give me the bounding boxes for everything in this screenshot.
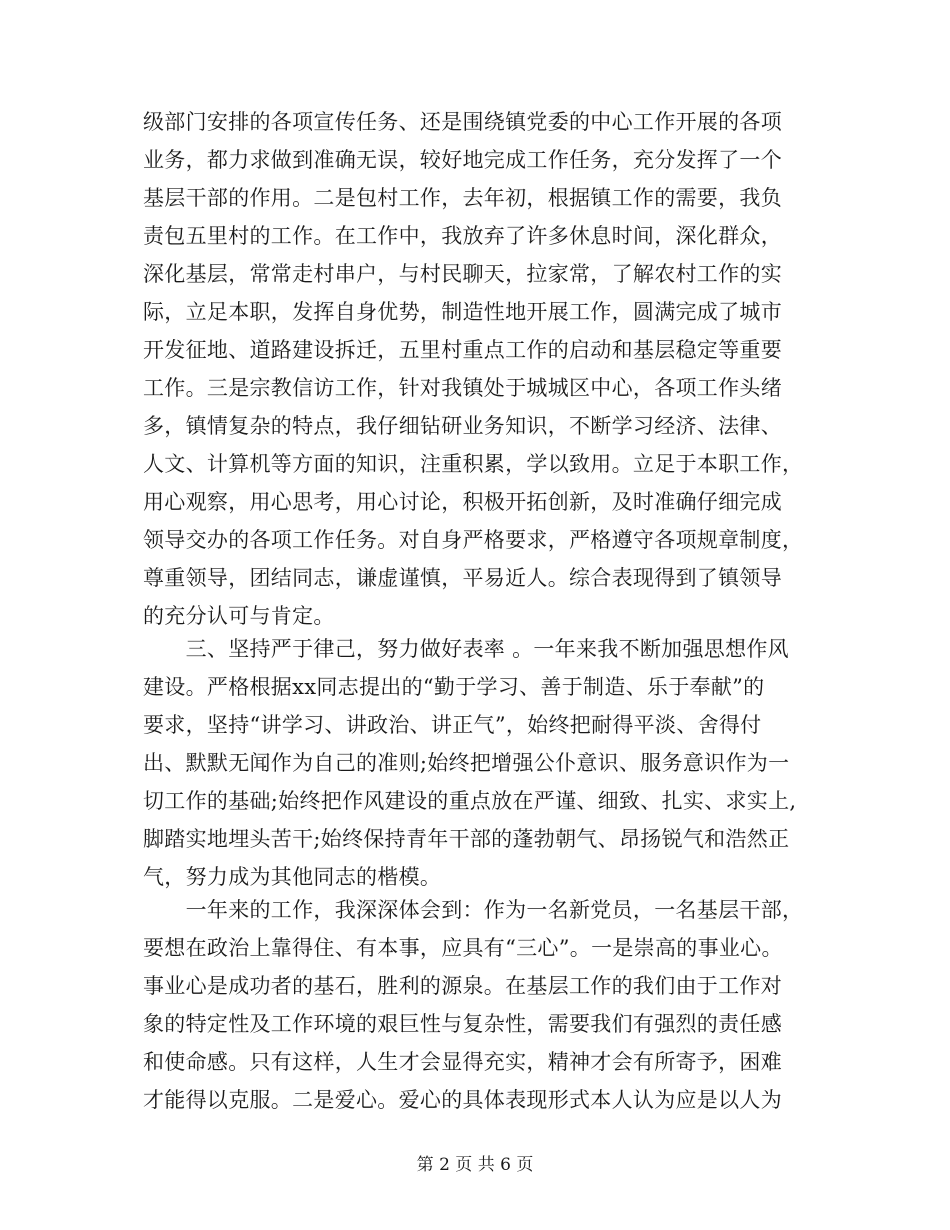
- text-line: 气，努力成为其他同志的楷模。: [143, 865, 442, 889]
- text-line: 责包五里村的工作。在工作中，我放弃了许多休息时间，深化群众，: [143, 224, 782, 248]
- text-line: 业务，都力求做到准确无误，较好地完成工作任务，充分发挥了一个: [143, 148, 782, 172]
- text-line: 工作。三是宗教信访工作，针对我镇处于城城区中心，各项工作头绪: [143, 376, 782, 400]
- text-line: 切工作的基础;始终把作风建设的重点放在严谨、细致、扎实、求实上,: [143, 789, 797, 813]
- text-line: 人文、计算机等方面的知识，注重积累，学以致用。立足于本职工作，: [143, 452, 804, 476]
- text-line: 象的特定性及工作环境的艰巨性与复杂性，需要我们有强烈的责任感: [143, 1012, 782, 1036]
- text-line: 脚踏实地埋头苦干;始终保持青年干部的蓬勃朝气、昂扬锐气和浩然正: [143, 827, 790, 851]
- text-line: 三、坚持严于律己，努力做好表率 。一年来我不断加强思想作风: [143, 637, 789, 661]
- text-line: 尊重领导，团结同志，谦虚谨慎，平易近人。综合表现得到了镇领导: [143, 566, 782, 590]
- text-line: 的充分认可与肯定。: [143, 604, 335, 628]
- text-line: 事业心是成功者的基石，胜利的源泉。在基层工作的我们由于工作对: [143, 974, 782, 998]
- text-line: 才能得以克服。二是爱心。爱心的具体表现形式本人认为应是以人为: [143, 1088, 782, 1112]
- text-line: 基层干部的作用。二是包村工作，去年初，根据镇工作的需要，我负: [143, 186, 782, 210]
- text-line: 多，镇情复杂的特点，我仔细钻研业务知识，不断学习经济、法律、: [143, 414, 782, 438]
- text-line: 和使命感。只有这样，人生才会显得充实，精神才会有所寄予，困难: [143, 1050, 782, 1074]
- text-line: 一年来的工作，我深深体会到：作为一名新党员，一名基层干部，: [143, 898, 804, 922]
- text-line: 开发征地、道路建设拆迁，五里村重点工作的启动和基层稳定等重要: [143, 338, 782, 362]
- text-line: 际，立足本职，发挥自身优势，制造性地开展工作，圆满完成了城市: [143, 300, 782, 324]
- text-line: 领导交办的各项工作任务。对自身严格要求，严格遵守各项规章制度，: [143, 528, 804, 552]
- text-line: 出、默默无闻作为自己的准则;始终把增强公仆意识、服务意识作为一: [143, 751, 790, 775]
- page-number-footer: 第 2 页 共 6 页: [416, 1155, 534, 1175]
- text-line: 用心观察，用心思考，用心讨论，积极开拓创新，及时准确仔细完成: [143, 490, 782, 514]
- text-line: 要想在政治上靠得住、有本事，应具有“三心”。一是崇高的事业心。: [143, 936, 783, 960]
- text-line: 建设。严格根据xx同志提出的“勤于学习、善于制造、乐于奉献”的: [143, 675, 765, 699]
- text-line: 级部门安排的各项宣传任务、还是围绕镇党委的中心工作开展的各项: [143, 110, 782, 134]
- text-line: 深化基层，常常走村串户，与村民聊天，拉家常，了解农村工作的实: [143, 262, 782, 286]
- text-line: 要求，坚持“讲学习、讲政治、讲正气”，始终把耐得平淡、舍得付: [143, 713, 762, 737]
